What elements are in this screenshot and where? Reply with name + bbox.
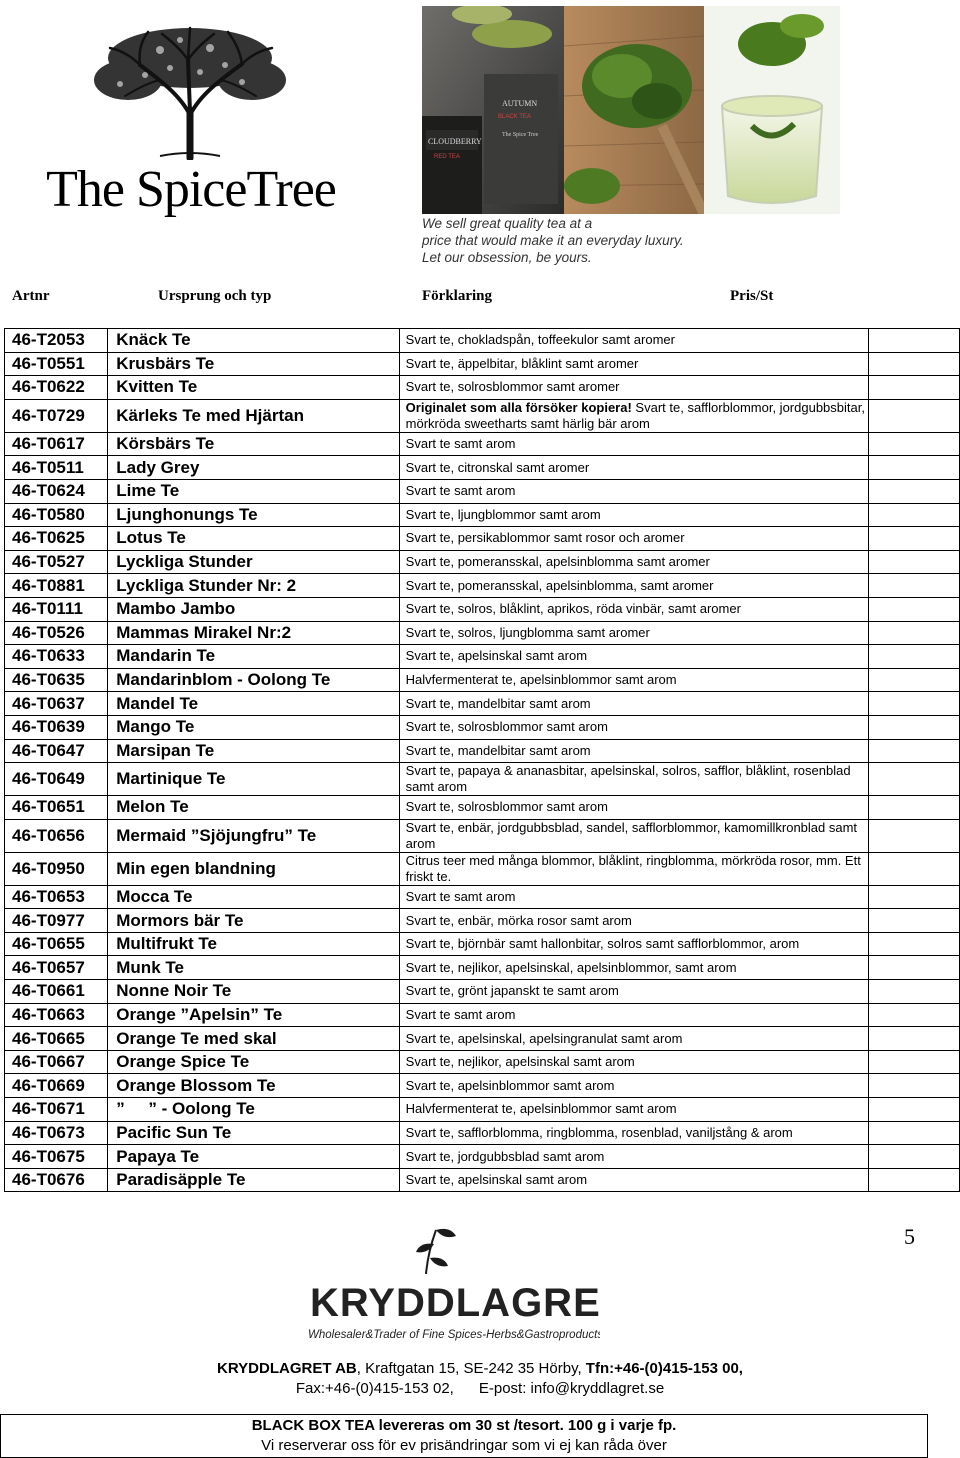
table-row	[5, 668, 960, 692]
product-name: Mango Te	[108, 715, 399, 739]
description-text: Svart te, solros, blåklint, aprikos, röda vinbär, samt aromer	[405, 601, 741, 617]
tea-photo-collage	[422, 6, 840, 214]
logo-text: The SpiceTree	[46, 161, 336, 218]
product-description	[399, 352, 868, 376]
product-description	[399, 980, 868, 1004]
article-number: 46-T0639	[5, 715, 108, 739]
description-text: Svart te, ljungblommor samt arom	[405, 506, 601, 522]
description-text: Svart te samt arom	[405, 1006, 516, 1022]
product-name: Orange ”Apelsin” Te	[108, 1003, 399, 1027]
product-description	[399, 956, 868, 980]
product-description	[399, 645, 868, 669]
table-row	[5, 715, 960, 739]
product-name: Papaya Te	[108, 1145, 399, 1169]
table-row	[5, 376, 960, 400]
product-description	[399, 1145, 868, 1169]
tin-label: BLACK TEA	[498, 114, 531, 120]
product-name: Lady Grey	[108, 456, 399, 480]
table-row	[5, 1145, 960, 1169]
article-number: 46-T0622	[5, 376, 108, 400]
product-description	[399, 456, 868, 480]
product-name: Paradisäpple Te	[108, 1168, 399, 1192]
product-name: Mormors bär Te	[108, 909, 399, 933]
description-text: Svart te, enbär, mörka rosor samt arom	[405, 912, 632, 928]
sprout-icon	[416, 1229, 456, 1274]
table-row	[5, 692, 960, 716]
description-text: Svart te, citronskal samt aromer	[405, 459, 590, 475]
article-number: 46-T0667	[5, 1050, 108, 1074]
article-number: 46-T0665	[5, 1027, 108, 1051]
company-name: KRYDDLAGRET AB	[217, 1360, 357, 1377]
price-cell	[868, 819, 959, 852]
page-number: 5	[904, 1224, 915, 1249]
description-text: Svart te, chokladspån, toffeekulor samt aromer	[405, 332, 675, 348]
price-cell	[868, 456, 959, 480]
product-name: Lotus Te	[108, 527, 399, 551]
spicetree-logo	[20, 20, 360, 218]
article-number: 46-T0637	[5, 692, 108, 716]
description-text: Svart te, solros, ljungblomma samt aromer	[405, 624, 650, 640]
table-row	[5, 852, 960, 885]
price-cell	[868, 715, 959, 739]
description-text: Svart te, jordgubbsblad samt arom	[405, 1148, 605, 1164]
product-name: Orange Spice Te	[108, 1050, 399, 1074]
price-cell	[868, 852, 959, 885]
table-row	[5, 432, 960, 456]
product-description	[399, 376, 868, 400]
price-cell	[868, 574, 959, 598]
notice-box	[0, 1414, 928, 1458]
price-cell	[868, 432, 959, 456]
table-row	[5, 456, 960, 480]
table-row	[5, 574, 960, 598]
product-name: Melon Te	[108, 796, 399, 820]
table-row	[5, 1121, 960, 1145]
description-text: Svart te, pomeransskal, apelsinblomma, samt aromer	[405, 577, 714, 593]
description-text: Svart te, nejlikor, apelsinskal, apelsinblommor, samt arom	[405, 959, 737, 975]
product-name: Mandarinblom - Oolong Te	[108, 668, 399, 692]
tagline-line: Let our obsession, be yours.	[422, 250, 592, 265]
description-text: Svart te, apelsinskal samt arom	[405, 648, 588, 664]
article-number: 46-T0675	[5, 1145, 108, 1169]
table-row	[5, 329, 960, 353]
table-row	[5, 550, 960, 574]
notice-line: Vi reserverar oss för ev prisändringar som vi ej kan råda över	[261, 1437, 667, 1454]
description-text: Svart te, apelsinskal, apelsingranulat samt arom	[405, 1030, 683, 1046]
price-cell	[868, 1168, 959, 1192]
product-description	[399, 763, 868, 796]
article-number: 46-T0527	[5, 550, 108, 574]
contact-line: Fax:+46-(0)415-153 02, E-post: info@kryddlagret.se	[295, 1380, 665, 1397]
product-description	[399, 1168, 868, 1192]
price-cell	[868, 1074, 959, 1098]
heading-price: Pris/St	[730, 288, 774, 304]
product-description	[399, 621, 868, 645]
description-text: Svart te, safflorblomma, ringblomma, rosenblad, vaniljstång & arom	[405, 1124, 793, 1140]
description-text: Svart te, äppelbitar, blåklint samt aromer	[405, 355, 639, 371]
table-row	[5, 739, 960, 763]
price-cell	[868, 1098, 959, 1122]
logo-name: KRYDDLAGRET	[310, 1281, 600, 1325]
price-cell	[868, 329, 959, 353]
product-description	[399, 399, 868, 432]
description-text: Svart te, apelsinskal samt arom	[405, 1172, 588, 1188]
price-cell	[868, 399, 959, 432]
product-name: Mammas Mirakel Nr:2	[108, 621, 399, 645]
description-text: Svart te, nejlikor, apelsinskal samt arom	[405, 1054, 635, 1070]
article-number: 46-T2053	[5, 329, 108, 353]
table-row	[5, 479, 960, 503]
table-row	[5, 956, 960, 980]
description-text: Citrus teer med många blommor, blåklint, ringblomma, mörkröda rosor, mm. Ett friskt te.	[405, 852, 861, 884]
tin-label: The Spice Tree	[502, 132, 539, 138]
price-cell	[868, 796, 959, 820]
product-name: Mocca Te	[108, 885, 399, 909]
price-cell	[868, 479, 959, 503]
price-cell	[868, 885, 959, 909]
product-description	[399, 692, 868, 716]
table-row	[5, 1003, 960, 1027]
tagline	[422, 215, 722, 266]
article-number: 46-T0624	[5, 479, 108, 503]
table-row	[5, 1050, 960, 1074]
product-name: Martinique Te	[108, 763, 399, 796]
price-cell	[868, 527, 959, 551]
product-description	[399, 1121, 868, 1145]
table-row	[5, 621, 960, 645]
article-number: 46-T0881	[5, 574, 108, 598]
table-row	[5, 885, 960, 909]
description-text: Svart te, mandelbitar samt arom	[405, 695, 591, 711]
table-row	[5, 796, 960, 820]
product-name: Multifrukt Te	[108, 932, 399, 956]
table-row	[5, 763, 960, 796]
article-number: 46-T0729	[5, 399, 108, 432]
description-text: Svart te, enbär, jordgubbsblad, sandel, safflorblommor, kamomillkronblad samt arom	[405, 819, 858, 851]
product-description	[399, 432, 868, 456]
table-row	[5, 352, 960, 376]
price-cell	[868, 692, 959, 716]
price-cell	[868, 668, 959, 692]
article-number: 46-T0977	[5, 909, 108, 933]
heading-description: Förklaring	[422, 288, 492, 304]
table-row	[5, 932, 960, 956]
product-description	[399, 1003, 868, 1027]
description-text: Svart te, solrosblommor samt arom	[405, 799, 608, 815]
table-row	[5, 527, 960, 551]
product-description	[399, 597, 868, 621]
product-description	[399, 885, 868, 909]
price-cell	[868, 1121, 959, 1145]
product-description	[399, 1074, 868, 1098]
address-line	[0, 1360, 960, 1377]
product-name: Min egen blandning	[108, 852, 399, 885]
price-cell	[868, 597, 959, 621]
description-text: Halvfermenterat te, apelsinblommor samt arom	[405, 1101, 677, 1117]
kryddlagret-logo	[300, 1222, 600, 1352]
notice-line: BLACK BOX TEA levereras om 30 st /tesort. 100 g i varje fp.	[251, 1417, 677, 1434]
product-name: Mermaid ”Sjöjungfru” Te	[108, 819, 399, 852]
article-number: 46-T0551	[5, 352, 108, 376]
description-text: Svart te, persikablommor samt rosor och aromer	[405, 530, 685, 546]
table-row	[5, 399, 960, 432]
description-text: Svart te, pomeransskal, apelsinblomma samt aromer	[405, 554, 710, 570]
table-row	[5, 909, 960, 933]
article-number: 46-T0647	[5, 739, 108, 763]
product-description	[399, 1050, 868, 1074]
article-number: 46-T0651	[5, 796, 108, 820]
product-name: Pacific Sun Te	[108, 1121, 399, 1145]
price-cell	[868, 1003, 959, 1027]
product-description	[399, 819, 868, 852]
product-description	[399, 852, 868, 885]
tin-label: CLOUDBERRY	[428, 137, 482, 146]
description-text: Svart te, apelsinblommor samt arom	[405, 1077, 615, 1093]
product-name: Lyckliga Stunder Nr: 2	[108, 574, 399, 598]
product-name: Orange Te med skal	[108, 1027, 399, 1051]
product-name: Mandarin Te	[108, 645, 399, 669]
tin-label: RED TEA	[434, 154, 460, 160]
table-row	[5, 597, 960, 621]
product-description	[399, 503, 868, 527]
table-row	[5, 503, 960, 527]
product-description	[399, 1098, 868, 1122]
price-cell	[868, 1027, 959, 1051]
heading-artnr: Artnr	[12, 288, 50, 304]
product-description	[399, 909, 868, 933]
article-number: 46-T0649	[5, 763, 108, 796]
description-text: Svart te samt arom	[405, 888, 516, 904]
tree-icon	[20, 20, 360, 160]
column-headings	[0, 286, 960, 308]
product-description	[399, 527, 868, 551]
article-number: 46-T0655	[5, 932, 108, 956]
price-cell	[868, 932, 959, 956]
article-number: 46-T0671	[5, 1098, 108, 1122]
address: , Kraftgatan 15, SE-242 35 Hörby,	[356, 1360, 586, 1377]
price-cell	[868, 550, 959, 574]
article-number: 46-T0511	[5, 456, 108, 480]
table-row	[5, 1098, 960, 1122]
article-number: 46-T0111	[5, 597, 108, 621]
description-text: Svart te, björnbär samt hallonbitar, solros samt safflorblommor, arom	[405, 936, 800, 952]
product-name: Mandel Te	[108, 692, 399, 716]
heading-origin: Ursprung och typ	[158, 288, 272, 304]
article-number: 46-T0676	[5, 1168, 108, 1192]
description-text: Svart te, solrosblommor samt aromer	[405, 379, 620, 395]
table-row	[5, 1074, 960, 1098]
product-name: Marsipan Te	[108, 739, 399, 763]
product-description	[399, 932, 868, 956]
product-name: Kärleks Te med Hjärtan	[108, 399, 399, 432]
table-row	[5, 1168, 960, 1192]
product-description	[399, 796, 868, 820]
product-description	[399, 715, 868, 739]
product-name: Lyckliga Stunder	[108, 550, 399, 574]
product-description	[399, 329, 868, 353]
tagline-line: price that would make it an everyday luxury.	[422, 233, 684, 248]
product-name: Mambo Jambo	[108, 597, 399, 621]
article-number: 46-T0580	[5, 503, 108, 527]
product-name: Nonne Noir Te	[108, 980, 399, 1004]
product-name: Krusbärs Te	[108, 352, 399, 376]
product-name: Ljunghonungs Te	[108, 503, 399, 527]
article-number: 46-T0526	[5, 621, 108, 645]
price-cell	[868, 376, 959, 400]
description-text: Svart te, safflorblommor, jordgubbsbitar, mörkröda sweetharts samt härlig bär arom	[405, 399, 865, 431]
product-description	[399, 1027, 868, 1051]
product-description	[399, 668, 868, 692]
price-cell	[868, 763, 959, 796]
table-row	[5, 645, 960, 669]
price-cell	[868, 1145, 959, 1169]
article-number: 46-T0656	[5, 819, 108, 852]
product-name: Lime Te	[108, 479, 399, 503]
article-number: 46-T0950	[5, 852, 108, 885]
price-cell	[868, 503, 959, 527]
article-number: 46-T0635	[5, 668, 108, 692]
tagline-line: We sell great quality tea at a	[422, 216, 593, 231]
phone: Tfn:+46-(0)415-153 00,	[585, 1360, 743, 1377]
product-name: Munk Te	[108, 956, 399, 980]
description-text: Halvfermenterat te, apelsinblommor samt arom	[405, 672, 677, 688]
price-cell	[868, 739, 959, 763]
product-description	[399, 739, 868, 763]
product-name: ” ” - Oolong Te	[108, 1098, 399, 1122]
description-text: Svart te, solrosblommor samt arom	[405, 719, 608, 735]
description-highlight: Originalet som alla försöker kopiera!	[405, 399, 632, 415]
article-number: 46-T0633	[5, 645, 108, 669]
description-text: Svart te samt arom	[405, 483, 516, 499]
product-name: Körsbärs Te	[108, 432, 399, 456]
table-row	[5, 819, 960, 852]
article-number: 46-T0657	[5, 956, 108, 980]
table-row	[5, 980, 960, 1004]
price-cell	[868, 621, 959, 645]
tin-label: AUTUMN	[502, 99, 538, 108]
article-number: 46-T0669	[5, 1074, 108, 1098]
article-number: 46-T0653	[5, 885, 108, 909]
article-number: 46-T0673	[5, 1121, 108, 1145]
product-name: Knäck Te	[108, 329, 399, 353]
price-cell	[868, 980, 959, 1004]
product-table	[4, 328, 960, 1192]
description-text: Svart te samt arom	[405, 436, 516, 452]
price-cell	[868, 645, 959, 669]
article-number: 46-T0663	[5, 1003, 108, 1027]
description-text: Svart te, mandelbitar samt arom	[405, 742, 591, 758]
product-description	[399, 574, 868, 598]
table-row	[5, 1027, 960, 1051]
logo-tagline: Wholesaler&Trader of Fine Spices-Herbs&Gastroproducts	[308, 1329, 600, 1341]
price-cell	[868, 956, 959, 980]
description-text: Svart te, papaya & ananasbitar, apelsinskal, solros, safflor, blåklint, rosenblad samt arom	[405, 763, 851, 795]
price-cell	[868, 1050, 959, 1074]
article-number: 46-T0625	[5, 527, 108, 551]
price-cell	[868, 352, 959, 376]
product-name: Kvitten Te	[108, 376, 399, 400]
product-description	[399, 550, 868, 574]
article-number: 46-T0661	[5, 980, 108, 1004]
product-description	[399, 479, 868, 503]
article-number: 46-T0617	[5, 432, 108, 456]
description-text: Svart te, grönt japanskt te samt arom	[405, 983, 619, 999]
price-cell	[868, 909, 959, 933]
product-name: Orange Blossom Te	[108, 1074, 399, 1098]
